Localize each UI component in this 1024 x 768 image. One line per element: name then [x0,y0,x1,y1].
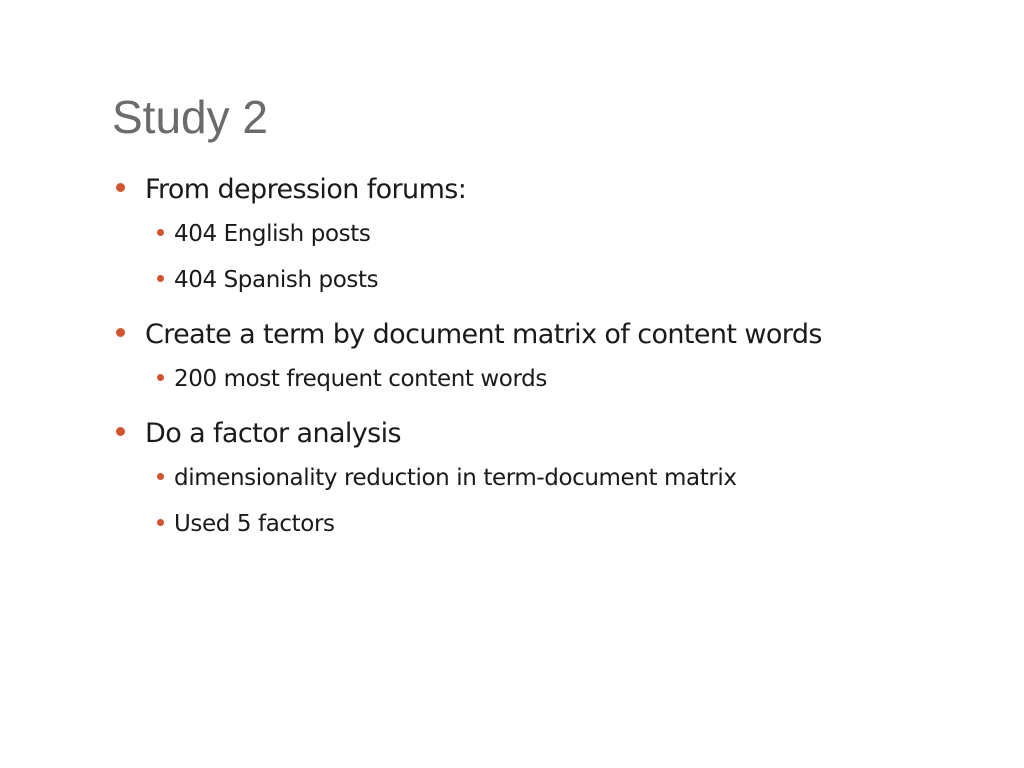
sub-bullet-list [112,455,992,547]
bullet-dot-icon [112,315,145,358]
sub-bullet-item [155,356,992,402]
bullet-item [112,313,992,402]
sub-bullet-list [112,211,992,303]
sub-bullet-item [155,257,992,303]
sub-bullet-text: 404 English posts [174,221,371,247]
sub-bullet-item [155,501,992,547]
sub-bullet-text: 200 most frequent content words [174,366,547,392]
slide-title: Study 2 [112,91,268,143]
sub-bullet-dot-icon [155,358,174,404]
bullet-text: Do a factor analysis [145,418,402,449]
sub-bullet-dot-icon [155,259,174,305]
sub-bullet-text: 404 Spanish posts [174,267,379,293]
bullet-text: From depression forums: [145,174,467,205]
bullet-item [112,168,992,303]
sub-bullet-dot-icon [155,457,174,503]
bullet-text: Create a term by document matrix of content words [145,319,822,350]
sub-bullet-text: Used 5 factors [174,511,335,537]
sub-bullet-item [155,455,992,501]
sub-bullet-dot-icon [155,213,174,259]
bullet-item [112,412,992,547]
bullet-list [112,168,992,547]
bullet-dot-icon [112,170,145,213]
bullet-dot-icon [112,414,145,457]
sub-bullet-item [155,211,992,257]
sub-bullet-dot-icon [155,503,174,549]
sub-bullet-text: dimensionality reduction in term-document matrix [174,465,737,491]
sub-bullet-list [112,356,992,402]
